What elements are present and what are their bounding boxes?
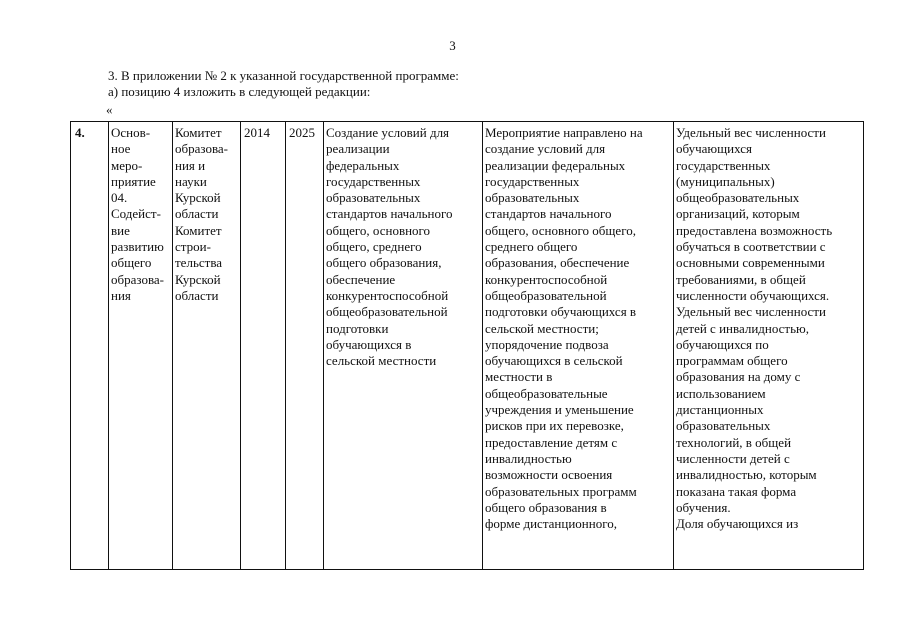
- cell-row-number: 4.: [71, 122, 109, 570]
- page-number: 3: [449, 38, 456, 53]
- cell-end-year: 2025: [286, 122, 324, 570]
- opening-quote-mark: «: [106, 102, 113, 117]
- table-row: [71, 122, 864, 570]
- cell-start-year: 2014: [241, 122, 286, 570]
- cell-description: Мероприятие направлено на создание условий для реализации федеральных государственных образовательных стандартов начального общего, основного общего, среднего общего образования, обеспечение конкурентоспособной общеобразовательной подготовки обучающихся в сельской местности; упорядочение подвоза обучающихся в сельской местности в общеобразовательные учреждения и уменьшение рисков при их перевозке, предоставление детям с инвалидностью возможности освоения образовательных программ общего образования в форме дистанционного,: [483, 122, 674, 570]
- intro-text: [108, 68, 459, 100]
- cell-executor: Комитет образова- ния и науки Курской области Комитет строи- тельства Курской области: [173, 122, 241, 570]
- program-table: [70, 121, 864, 570]
- intro-line-position: а) позицию 4 изложить в следующей редакции:: [108, 84, 371, 99]
- intro-line-amendment: 3. В приложении № 2 к указанной государственной программе:: [108, 68, 459, 83]
- cell-indicators: Удельный вес численности обучающихся государственных (муниципальных) общеобразовательных организаций, которым предоставлена возможность обучаться в соответствии с основными современными требованиями, в общей численности обучающихся. Удельный вес численности детей с инвалидностью, обучающихся по программам общего образования на дому с использованием дистанционных образовательных технологий, в общей численности детей с инвалидностью, которым показана такая форма обучения. Доля обучающихся из: [674, 122, 864, 570]
- cell-goal: Создание условий для реализации федеральных государственных образовательных стандартов начального общего, основного общего, среднего общего образования, обеспечение конкурентоспособной общеобразовательной подготовки обучающихся в сельской местности: [324, 122, 483, 570]
- cell-activity-name: Основ- ное меро- приятие 04. Содейст- вие развитию общего образова- ния: [109, 122, 173, 570]
